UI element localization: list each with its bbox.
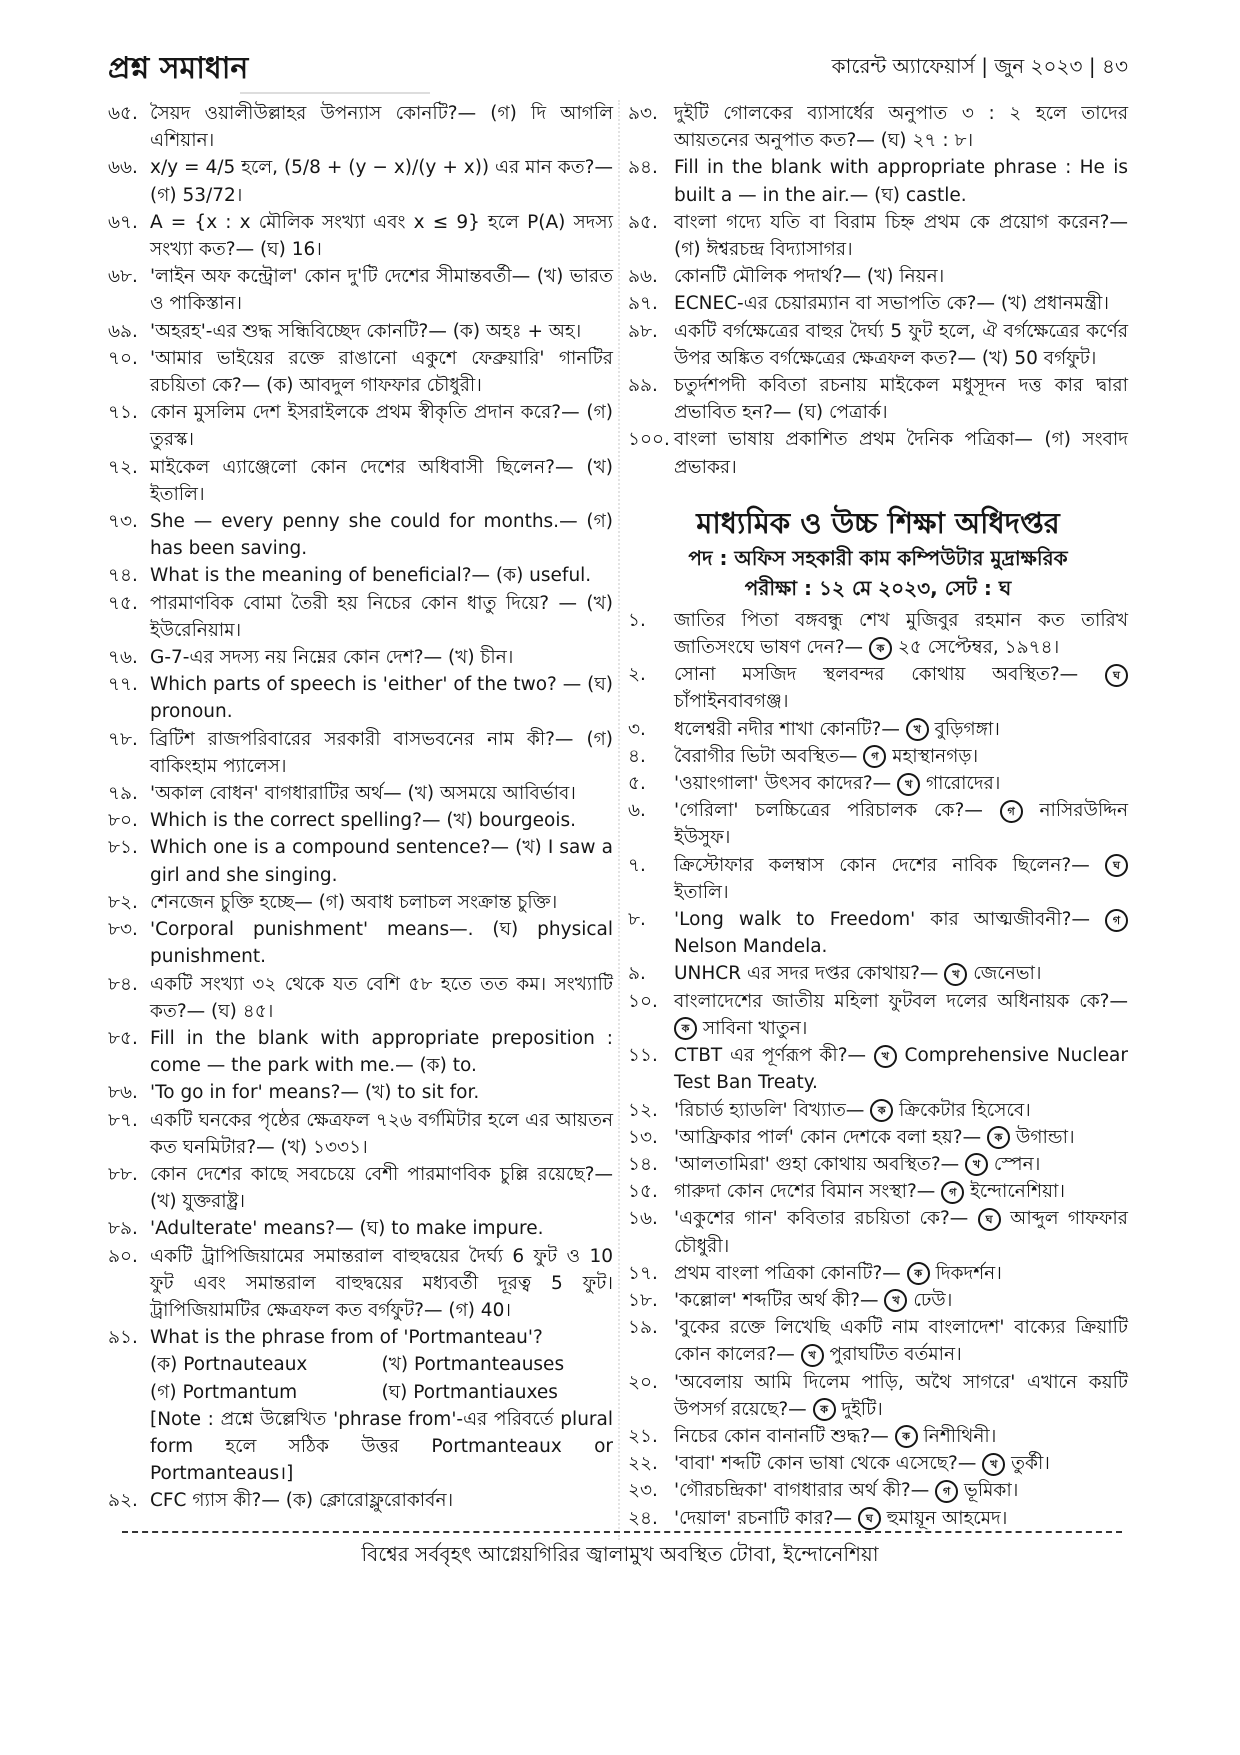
question-text: She — every penny she could for months.— (গ) has been saving. [150, 511, 613, 560]
circled-answer-option-icon: গ [935, 1480, 958, 1503]
question-number: ৬৯. [108, 320, 138, 342]
question-item [628, 960, 1128, 987]
question-item [628, 1260, 1128, 1287]
answer: সাবিনা খাতুন। [702, 1017, 808, 1039]
circled-answer-option-icon: খ [884, 1289, 907, 1312]
question-text [674, 1287, 1128, 1314]
option: (খ) Portmanteauses [381, 1354, 565, 1376]
question-item [628, 290, 1128, 317]
question-text [674, 1477, 1128, 1504]
answer: ইতালি। [674, 881, 729, 903]
question: ধলেশ্বরী নদীর শাখা কোনটি?— [674, 718, 900, 740]
footer-fact: বিশ্বের সর্ববৃহৎ আগ্নেয়গিরির জ্বালামুখ অবস্থিত টোবা, ইন্দোনেশিয়া [361, 1542, 879, 1566]
question: 'বুকের রক্তে লিখেছি একটি নাম বাংলাদেশ' বাক্যের ক্রিয়াটি কোন কালের?— [674, 1317, 1128, 1366]
question-number: ৯৬. [628, 266, 658, 288]
question-item [628, 1369, 1128, 1423]
question-item [108, 345, 613, 399]
answer: ক্রিকেটার হিসেবে। [899, 1099, 1031, 1121]
question-text [674, 1151, 1128, 1178]
question-item [108, 644, 613, 671]
answer: দুইটি। [841, 1398, 883, 1420]
answer: মহাস্থানগড়। [892, 745, 979, 767]
circled-answer-option-icon: ক [813, 1398, 836, 1421]
question-item [628, 263, 1128, 290]
question-item [628, 1287, 1128, 1314]
question-number: ১৬. [628, 1208, 658, 1230]
question-item [628, 906, 1128, 960]
question-number: ৯৪. [628, 157, 658, 179]
question-text: কোনটি মৌলিক পদার্থ?— (খ) নিয়ন। [674, 266, 945, 288]
circled-answer-option-icon: খ [906, 718, 929, 741]
question-item [108, 1079, 613, 1106]
question-text [674, 1423, 1128, 1450]
question: গারুদা কোন দেশের বিমান সংস্থা?— [674, 1181, 936, 1203]
question-text: Which is the correct spelling?— (খ) bourgeois. [150, 810, 576, 832]
question-number: ২১. [628, 1425, 658, 1447]
question-text [674, 960, 1128, 987]
question: 'Long walk to Freedom' কার আত্মজীবনী?— [674, 909, 1090, 931]
circled-answer-option-icon: ক [895, 1425, 918, 1448]
answer: তুর্কী। [1011, 1453, 1050, 1475]
question: CTBT এর পূর্ণরূপ কী?— [674, 1045, 867, 1067]
question-number: ৮. [628, 909, 646, 931]
question-item [108, 916, 613, 970]
question-item [108, 971, 613, 1025]
question-number: ৮০. [108, 810, 138, 832]
question-text [674, 743, 1128, 770]
question-item [108, 1243, 613, 1325]
exam-date: পরীক্ষা : ১২ মে ২০২৩, সেট : ঘ [744, 575, 1012, 600]
question-text: ব্রিটিশ রাজপরিবারের সরকারী বাসভবনের নাম কী?— (গ) বাকিংহাম প্যালেস। [150, 728, 613, 777]
answer: আব্দুল গাফফার চৌধুরী। [674, 1208, 1128, 1257]
question-item [108, 318, 613, 345]
question-item [108, 1324, 613, 1487]
question-number: ৭৯. [108, 783, 138, 805]
circled-answer-option-icon: ক [869, 637, 892, 660]
question-text: 'অহরহ'-এর শুদ্ধ সন্ধিবিচ্ছেদ কোনটি?— (ক) অহঃ + অহ। [150, 320, 582, 342]
circled-answer-option-icon: ক [987, 1126, 1010, 1149]
question-text: 'To go in for' means?— (খ) to sit for. [150, 1082, 480, 1104]
question: ক্রিস্টোফার কলম্বাস কোন দেশের নাবিক ছিলেন?— [674, 854, 1090, 876]
question-item [108, 1215, 613, 1242]
question-text: 'লাইন অফ কন্ট্রোল' কোন দু'টি দেশের সীমান্তবর্তী— (খ) ভারত ও পাকিস্তান। [150, 266, 613, 315]
question-item [628, 1178, 1128, 1205]
question-number: ৯৮. [628, 320, 658, 342]
answer: Nelson Mandela. [674, 936, 828, 958]
answer: নাসিরউদ্দিন ইউসুফ। [674, 800, 1128, 849]
question-text: What is the meaning of beneficial?— (ক) useful. [150, 565, 592, 587]
question-item [628, 1423, 1128, 1450]
question-text [674, 1505, 1128, 1532]
question-item [108, 807, 613, 834]
question-number: ১৪. [628, 1153, 658, 1175]
question-text: 'Adulterate' means?— (ঘ) to make impure. [150, 1218, 544, 1240]
question-item [628, 1042, 1128, 1096]
question-text [674, 661, 1128, 715]
question-number: ৯৫. [628, 211, 658, 233]
question-number: ৯০. [108, 1245, 138, 1267]
circled-answer-option-icon: ঘ [978, 1208, 1001, 1231]
question-item [628, 716, 1128, 743]
answer: পুরাঘটিত বর্তমান। [829, 1344, 962, 1366]
column-divider [618, 100, 620, 1540]
question-number: ৭০. [108, 347, 138, 369]
answer: দিকদর্শন। [935, 1262, 1002, 1284]
right-column [628, 100, 1128, 1532]
question: 'একুশের গান' কবিতার রচয়িতা কে?— [674, 1208, 969, 1230]
question-text [674, 797, 1128, 851]
question-number: ১৩. [628, 1126, 658, 1148]
question-number: ৬৮. [108, 266, 138, 288]
question-text: 'অকাল বোধন' বাগধারাটির অর্থ— (খ) অসময়ে আবির্ভাব। [150, 783, 576, 805]
question-item [628, 372, 1128, 426]
option: (ক) Portnauteaux [150, 1354, 308, 1376]
post-title: পদ : অফিস সহকারী কাম কম্পিউটার মুদ্রাক্ষরিক [688, 545, 1068, 570]
question-item [628, 426, 1128, 480]
note: [Note : প্রশ্নে উল্লেখিত 'phrase from'-এর পরিবর্তে plural form হলে সঠিক উত্তর Portmanteaux or Portmanteaus।] [150, 1408, 613, 1485]
section-heading: মাধ্যমিক ও উচ্চ শিক্ষা অধিদপ্তর [696, 505, 1060, 540]
circled-answer-option-icon: খ [944, 963, 967, 986]
exam-section-header [628, 503, 1128, 603]
question-item [108, 100, 613, 154]
answer: নিশীথিনী। [923, 1425, 997, 1447]
question-item [628, 661, 1128, 715]
footer-rule [122, 1531, 1122, 1533]
question: প্রথম বাংলা পত্রিকা কোনটি?— [674, 1262, 901, 1284]
question-item [108, 726, 613, 780]
question-item [628, 1450, 1128, 1477]
question-text: Which parts of speech is 'either' of the two? — (ঘ) pronoun. [150, 674, 613, 723]
header-rule [240, 92, 430, 94]
question: সোনা মসজিদ স্থলবন্দর কোথায় অবস্থিত?— [674, 664, 1079, 686]
question-number: ৮৬. [108, 1082, 138, 1104]
option: (গ) Portmantum [150, 1381, 298, 1403]
circled-answer-option-icon: খ [982, 1453, 1005, 1476]
question-number: ২০. [628, 1371, 658, 1393]
question-number: ৮৫. [108, 1027, 138, 1049]
question: 'রিচার্ড হ্যাডলি' বিখ্যাত— [674, 1099, 865, 1121]
question: 'কল্লোল' শব্দটির অর্থ কী?— [674, 1289, 879, 1311]
circled-answer-option-icon: ঘ [1105, 854, 1128, 877]
question-text: 'আমার ভাইয়ের রক্তে রাঙানো একুশে ফেব্রুয়ারি' গানটির রচয়িতা কে?— (ক) আবদুল গাফফার চৌধুরী। [150, 347, 613, 397]
question-text [674, 1124, 1128, 1151]
question-text: x/y = 4/5 হলে, (5/8 + (y − x)/(y + x)) এর মান কত?— (গ) 53/72। [150, 157, 613, 206]
answer: উগান্ডা। [1015, 1126, 1075, 1148]
question-item [628, 1505, 1128, 1532]
question-item [108, 209, 613, 263]
question: 'আলতামিরা' গুহা কোথায় অবস্থিত?— [674, 1153, 960, 1175]
question-text [674, 1260, 1128, 1287]
question-number: ১০. [628, 990, 658, 1012]
question-item [108, 1487, 613, 1514]
question-text [674, 607, 1128, 661]
question-number: ২৩. [628, 1480, 658, 1502]
question: 'আফ্রিকার পার্ল' কোন দেশকে বলা হয়?— [674, 1126, 982, 1148]
question-number: ৭৪. [108, 565, 138, 587]
question-number: ২২. [628, 1453, 658, 1475]
question-number: ৮৯. [108, 1218, 138, 1240]
question-item [628, 1314, 1128, 1368]
question-item [108, 780, 613, 807]
question-item [628, 1124, 1128, 1151]
question-text: G-7-এর সদস্য নয় নিম্নের কোন দেশ?— (খ) চীন। [150, 647, 514, 669]
question-number: ৯৩. [628, 103, 658, 124]
circled-answer-option-icon: ক [907, 1262, 930, 1285]
question-number: ১৮. [628, 1289, 658, 1311]
answer: ইন্দোনেশিয়া। [970, 1181, 1065, 1203]
question-number: ৯২. [108, 1490, 138, 1512]
question-text: ECNEC-এর চেয়ারম্যান বা সভাপতি কে?— (খ) প্রধানমন্ত্রী। [674, 293, 1109, 315]
question-text: শেনজেন চুক্তি হচ্ছে— (গ) অবাধ চলাচল সংক্রান্ত চুক্তি। [150, 891, 558, 913]
question-item [628, 1151, 1128, 1178]
question-text [674, 1314, 1128, 1368]
question-item [108, 1161, 613, 1215]
question-number: ৭৭. [108, 674, 138, 696]
question-text: Which one is a compound sentence?— (খ) I saw a girl and she singing. [150, 837, 613, 886]
question-number: ৭৬. [108, 647, 138, 669]
question-text: পারমাণবিক বোমা তৈরী হয় নিচের কোন ধাতু দিয়ে? — (খ) ইউরেনিয়াম। [150, 592, 613, 641]
question-text: বাংলা গদ্যে যতি বা বিরাম চিহ্ন প্রথম কে প্রয়োগ করেন?— (গ) ঈশ্বরচন্দ্র বিদ্যাসাগর। [674, 211, 1128, 261]
answer: জেনেভা। [973, 963, 1042, 985]
question-number: ৮১. [108, 837, 138, 859]
question-text: মাইকেল এ্যাঞ্জেলো কোন দেশের অধিবাসী ছিলেন?— (খ) ইতালি। [150, 456, 613, 505]
question-number: ৯১. [108, 1327, 138, 1349]
circled-answer-option-icon: গ [863, 745, 886, 768]
answer: ২৫ সেপ্টেম্বর, ১৯৭৪। [897, 637, 1060, 659]
options-grid [150, 1351, 613, 1405]
circled-answer-option-icon: ক [870, 1099, 893, 1122]
question-item [108, 399, 613, 453]
question-text: 'Corporal punishment' means—. (ঘ) physical punishment. [150, 919, 613, 968]
question-text [674, 1042, 1128, 1096]
question-text [674, 988, 1128, 1042]
question-text [674, 852, 1128, 906]
question-number: ৮৭. [108, 1109, 138, 1131]
question-item [628, 154, 1128, 208]
running-header: কারেন্ট অ্যাফেয়ার্স | জুন ২০২৩ | ৪৩ [831, 54, 1128, 78]
question-number: ৩. [628, 718, 646, 740]
question-text: সৈয়দ ওয়ালীউল্লাহর উপন্যাস কোনটি?— (গ) দি আগলি এশিয়ান। [150, 103, 613, 152]
question-number: ১০০. [628, 429, 670, 451]
option: (ঘ) Portmantiauxes [381, 1381, 558, 1403]
question-text: একটি বর্গক্ষেত্রের বাহুর দৈর্ঘ্য 5 ফুট হলে, ঐ বর্গক্ষেত্রের কর্ণের উপর অঙ্কিত বর্গক্ষেত্রের ক্ষেত্রফল কত?— (খ) 50 বর্গফুট। [674, 320, 1128, 369]
question-number: ৭. [628, 854, 646, 876]
question-item [628, 1205, 1128, 1259]
question-item [628, 100, 1128, 154]
question: 'বাবা' শব্দটি কোন ভাষা থেকে এসেছে?— [674, 1453, 977, 1475]
question-number: ২৪. [628, 1507, 658, 1529]
question-number: ৭২. [108, 456, 138, 478]
question: বাংলাদেশের জাতীয় মহিলা ফুটবল দলের অধিনায়ক কে?— [674, 990, 1128, 1012]
question: 'দেয়াল' রচনাটি কার?— [674, 1507, 852, 1529]
circled-answer-option-icon: ঘ [1105, 664, 1128, 687]
question-text [674, 716, 1128, 743]
question-text: কোন মুসলিম দেশ ইসরাইলকে প্রথম স্বীকৃতি প্রদান করে?— (গ) তুরস্ক। [150, 402, 613, 451]
question-text: CFC গ্যাস কী?— (ক) ক্লোরোফ্লুরোকার্বন। [150, 1490, 454, 1512]
question: 'গেরিলা' চলচ্চিত্রের পরিচালক কে?— [674, 800, 983, 822]
answer: বুড়িগঙ্গা। [934, 718, 1000, 740]
question-text: A = {x : x মৌলিক সংখ্যা এবং x ≤ 9} হলে P(A) সদস্য সংখ্যা কত?— (ঘ) 16। [150, 211, 613, 261]
answer: স্পেন। [993, 1153, 1041, 1175]
question-item [628, 318, 1128, 372]
question-text [674, 1178, 1128, 1205]
question-item [108, 590, 613, 644]
question-text: What is the phrase from of 'Portmanteau'? [150, 1327, 543, 1349]
left-column [108, 100, 613, 1515]
answer: ভূমিকা। [964, 1480, 1019, 1502]
question-number: ৪. [628, 745, 646, 767]
circled-answer-option-icon: খ [874, 1045, 897, 1068]
question-item [628, 607, 1128, 661]
question-number: ১৫. [628, 1181, 658, 1203]
question: বৈরাগীর ভিটা অবস্থিত— [674, 745, 858, 767]
question-text [674, 770, 1128, 797]
question: নিচের কোন বানানটি শুদ্ধ?— [674, 1425, 889, 1447]
question-item [108, 889, 613, 916]
question: 'অবেলায় আমি দিলেম পাড়ি, অথৈ সাগরে' এখানে কয়টি উপসর্গ রয়েছে?— [674, 1371, 1128, 1420]
question-text: একটি সংখ্যা ৩২ থেকে যত বেশি ৫৮ হতে তত কম। সংখ্যাটি কত?— (ঘ) ৪৫। [150, 973, 613, 1022]
answer: হুমায়ূন আহমেদ। [886, 1507, 1008, 1529]
circled-answer-option-icon: ক [674, 1017, 697, 1040]
question-number: ৬৭. [108, 211, 138, 233]
question-item [108, 1107, 613, 1161]
circled-answer-option-icon: খ [801, 1344, 824, 1367]
answer: ঢেউ। [913, 1289, 953, 1311]
question-text [674, 1369, 1128, 1423]
question-text: একটি ঘনকের পৃষ্ঠের ক্ষেত্রফল ৭২৬ বর্গমিটার হলে এর আয়তন কত ঘনমিটার?— (খ) ১৩৩১। [150, 1109, 613, 1158]
question-item [108, 508, 613, 562]
question-number: ২. [628, 664, 646, 686]
question-number: ১২. [628, 1099, 658, 1121]
question-text: দুইটি গোলকের ব্যাসার্ধের অনুপাত ৩ : ২ হলে তাদের আয়তনের অনুপাত কত?— (ঘ) ২৭ : ৮। [674, 103, 1128, 152]
question-item [628, 797, 1128, 851]
question-number: ৬. [628, 800, 646, 822]
question-item [628, 988, 1128, 1042]
question-number: ৮৪. [108, 973, 138, 995]
question-number: ৭৩. [108, 511, 138, 533]
question-item [108, 671, 613, 725]
question-number: ৯৭. [628, 293, 658, 315]
question-number: ৮২. [108, 891, 138, 913]
question-text: চতুর্দশপদী কবিতা রচনায় মাইকেল মধুসূদন দত্ত কার দ্বারা প্রভাবিত হন?— (ঘ) পেত্রার্ক। [674, 375, 1128, 424]
question-item [108, 562, 613, 589]
answer: Comprehensive Nuclear Test Ban Treaty. [674, 1045, 1128, 1094]
question-item [108, 263, 613, 317]
question-number: ৯৯. [628, 375, 658, 397]
question-text [674, 1097, 1128, 1124]
question-item [628, 1477, 1128, 1504]
question-text: একটি ট্রাপিজিয়ামের সমান্তরাল বাহুদ্বয়ের দৈর্ঘ্য 6 ফুট ও 10 ফুট এবং সমান্তরাল বাহুদ্বয়ের মধ্যবর্তী দূরত্ব 5 ফুট। ট্রাপিজিয়ামটির ক্ষেত্রফল কত বর্গফুট?— (গ) 40। [150, 1245, 613, 1321]
circled-answer-option-icon: গ [941, 1181, 964, 1204]
section-title: প্রশ্ন সমাধান [108, 51, 249, 86]
question: 'ওয়াংগালা' উৎসব কাদের?— [674, 773, 892, 795]
question-number: ৬৫. [108, 103, 138, 124]
question-number: ৭১. [108, 402, 138, 424]
question-item [628, 209, 1128, 263]
circled-answer-option-icon: ঘ [858, 1507, 881, 1530]
question-text: বাংলা ভাষায় প্রকাশিত প্রথম দৈনিক পত্রিকা— (গ) সংবাদ প্রভাকর। [674, 429, 1128, 478]
question-item [108, 1025, 613, 1079]
question-item [108, 834, 613, 888]
question-number: ১১. [628, 1045, 658, 1067]
circled-answer-option-icon: গ [1105, 909, 1128, 932]
question-number: ৭৮. [108, 728, 138, 750]
question-item [628, 743, 1128, 770]
circled-answer-option-icon: খ [965, 1153, 988, 1176]
question-item [108, 154, 613, 208]
question-text: কোন দেশের কাছে সবচেয়ে বেশী পারমাণবিক চুল্লি রয়েছে?— (খ) যুক্তরাষ্ট্র। [150, 1163, 613, 1213]
question-number: ৮৮. [108, 1163, 138, 1185]
question-text: Fill in the blank with appropriate phrase : He is built a — in the air.— (ঘ) castle. [674, 157, 1128, 206]
circled-answer-option-icon: গ [1000, 800, 1023, 823]
question-number: ১. [628, 609, 646, 631]
question-item [628, 770, 1128, 797]
question-item [108, 454, 613, 508]
question-item [628, 852, 1128, 906]
question-text [674, 906, 1128, 960]
question-text: Fill in the blank with appropriate preposition : come — the park with me.— (ক) to. [150, 1027, 613, 1077]
question: 'গৌরচন্দ্রিকা' বাগধারার অর্থ কী?— [674, 1480, 930, 1502]
question-text [674, 1450, 1128, 1477]
question-number: ১৯. [628, 1317, 658, 1339]
answer: চাঁপাইনবাবগঞ্জ। [674, 691, 789, 713]
question: জাতির পিতা বঙ্গবন্ধু শেখ মুজিবুর রহমান কত তারিখ জাতিসংঘে ভাষণ দেন?— [674, 609, 1128, 659]
question-number: ১৭. [628, 1262, 658, 1284]
question-number: ৭৫. [108, 592, 138, 614]
circled-answer-option-icon: খ [897, 773, 920, 796]
answer: গারোদের। [925, 773, 1001, 795]
question-number: ৯. [628, 963, 646, 985]
question: UNHCR এর সদর দপ্তর কোথায়?— [674, 963, 939, 985]
question-item [628, 1097, 1128, 1124]
question-text [674, 1205, 1128, 1259]
question-number: ৮৩. [108, 919, 138, 941]
question-number: ৫. [628, 773, 646, 795]
question-number: ৬৬. [108, 157, 138, 179]
